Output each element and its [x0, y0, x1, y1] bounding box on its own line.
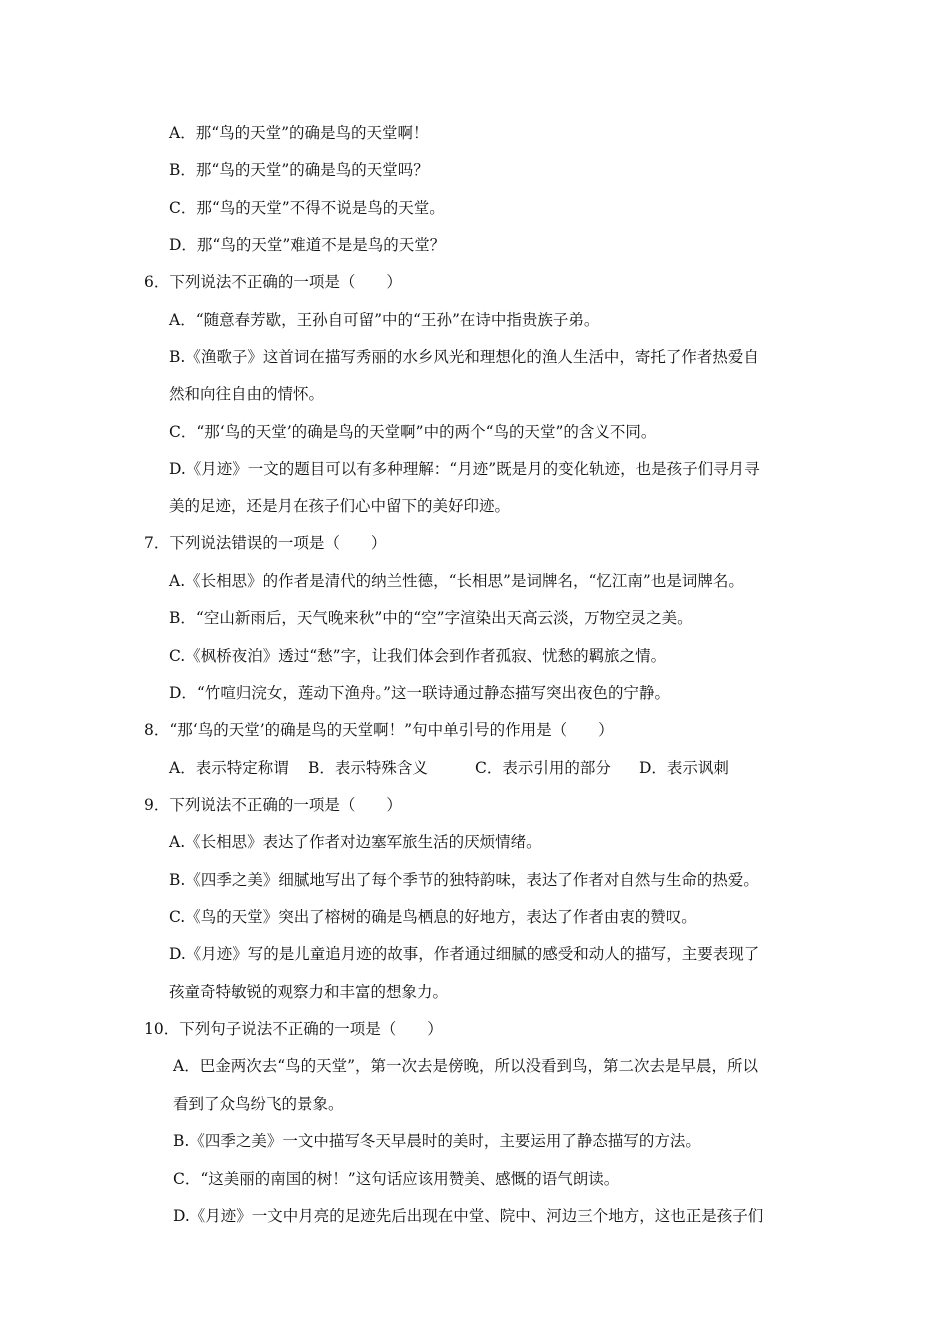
q6-option-d: D.《月迹》一文的题目可以有多种理解：“月迹”既是月的变化轨迹，也是孩子们寻月寻 — [169, 460, 760, 478]
q8-option-d: D．表示讽刺 — [639, 759, 729, 777]
q10-option-c: C．“这美丽的南国的树！”这句话应该用赞美、感慨的语气朗读。 — [173, 1170, 620, 1188]
q8-option-a: A．表示特定称谓 — [169, 759, 289, 777]
q5-option-b: B．那“鸟的天堂”的确是鸟的天堂吗？ — [169, 161, 429, 179]
q7-stem: 7．下列说法错误的一项是（ ） — [144, 534, 387, 552]
q7-option-a: A.《长相思》的作者是清代的纳兰性德，“长相思”是词牌名，“忆江南”也是词牌名。 — [169, 572, 744, 590]
q6-option-b-cont: 然和向往自由的情怀。 — [169, 385, 325, 403]
q8-option-c: C．表示引用的部分 — [475, 759, 611, 777]
q8-option-b: B．表示特殊含义 — [308, 759, 428, 777]
q9-option-a: A.《长相思》表达了作者对边塞军旅生活的厌烦情绪。 — [169, 833, 542, 851]
q6-stem: 6．下列说法不正确的一项是（ ） — [144, 273, 402, 291]
q5-option-a: A．那“鸟的天堂”的确是鸟的天堂啊！ — [169, 124, 429, 142]
q9-option-b: B.《四季之美》细腻地写出了每个季节的独特韵味，表达了作者对自然与生命的热爱。 — [169, 871, 759, 889]
q6-option-b: B.《渔歌子》这首词在描写秀丽的水乡风光和理想化的渔人生活中，寄托了作者热爱自 — [169, 348, 759, 366]
q9-option-c: C.《鸟的天堂》突出了榕树的确是鸟栖息的好地方，表达了作者由衷的赞叹。 — [169, 908, 697, 926]
q10-option-a-cont: 看到了众鸟纷飞的景象。 — [173, 1095, 344, 1113]
q7-option-c: C.《枫桥夜泊》透过“愁”字，让我们体会到作者孤寂、忧愁的羁旅之情。 — [169, 647, 667, 665]
q7-option-d: D．“竹喧归浣女，莲动下渔舟。”这一联诗通过静态描写突出夜色的宁静。 — [169, 684, 671, 702]
q6-option-d-cont: 美的足迹，还是月在孩子们心中留下的美好印迹。 — [169, 497, 511, 515]
q8-stem: 8．“那‘鸟的天堂’的确是鸟的天堂啊！”句中单引号的作用是（ ） — [144, 721, 614, 739]
q10-option-a: A．巴金两次去“鸟的天堂”，第一次去是傍晚，所以没看到鸟，第二次去是早晨，所以 — [173, 1057, 759, 1075]
q9-option-d: D.《月迹》写的是儿童追月迹的故事，作者通过细腻的感受和动人的描写，主要表现了 — [169, 945, 760, 963]
q5-option-c: C．那“鸟的天堂”不得不说是鸟的天堂。 — [169, 199, 445, 217]
q7-option-b: B．“空山新雨后，天气晚来秋”中的“空”字渲染出天高云淡，万物空灵之美。 — [169, 609, 693, 627]
q6-option-c: C．“那‘鸟的天堂’的确是鸟的天堂啊”中的两个“鸟的天堂”的含义不同。 — [169, 423, 657, 441]
q10-option-d: D.《月迹》一文中月亮的足迹先后出现在中堂、院中、河边三个地方，这也正是孩子们 — [173, 1207, 764, 1225]
q9-stem: 9．下列说法不正确的一项是（ ） — [144, 796, 402, 814]
q5-option-d: D．那“鸟的天堂”难道不是是鸟的天堂？ — [169, 236, 446, 254]
q9-option-d-cont: 孩童奇特敏锐的观察力和丰富的想象力。 — [169, 983, 449, 1001]
q6-option-a: A．“随意春芳歇，王孙自可留”中的“王孙”在诗中指贵族子弟。 — [169, 311, 600, 329]
q10-option-b: B.《四季之美》一文中描写冬天早晨时的美时，主要运用了静态描写的方法。 — [173, 1132, 701, 1150]
q10-stem: 10．下列句子说法不正确的一项是（ ） — [144, 1020, 443, 1038]
